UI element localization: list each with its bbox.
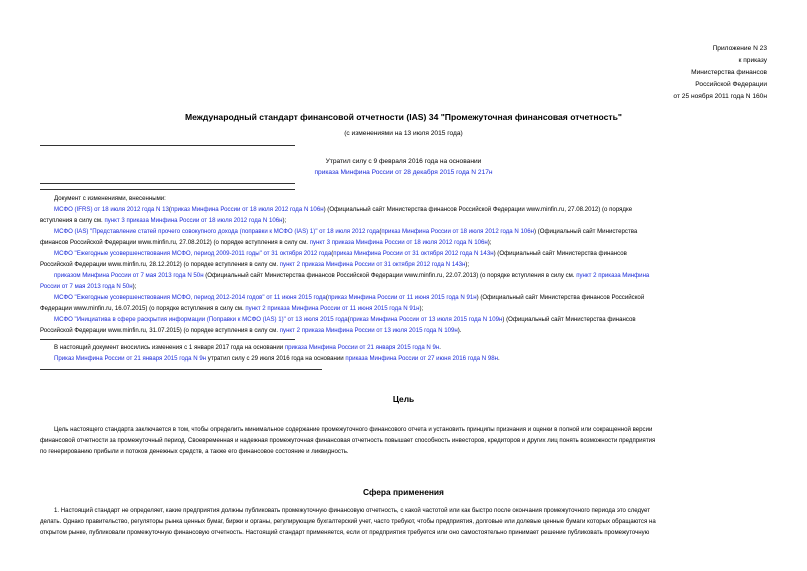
scope-line-1: 1. Настоящий стандарт не определяет, какие предприятия должны публиковать промежуточную финансовую отчетность, с какой частотой или как быстро после окончания промежуточного периода это следует (54, 507, 651, 514)
divider (40, 183, 295, 184)
note-2-link[interactable]: Приказ Минфина России от 21 января 2015 года N 9н (54, 355, 207, 362)
note-line-2: Приказ Минфина России от 21 января 2015 года N 9н утратил силу с 29 июля 2016 года на основании приказа Минфина России от 27 июня 2016 года N 98н. (54, 355, 500, 362)
change-2-effective-link[interactable]: пункт 3 приказа Минфина России от 18 июля 2012 года N 106н (309, 239, 488, 246)
change-2-order-link[interactable]: приказ Минфина России от 18 июля 2012 года N 106н (381, 228, 535, 235)
change-item-4-cont: России от 7 мая 2013 года N 50н); (40, 283, 137, 290)
change-item-5-cont: Федерации www.minfin.ru, 16.07.2015) (о порядке вступления в силу см. пункт 2 приказа Минфина России от 11 июня 2015 года N 91н); (40, 305, 424, 312)
change-1-effective-link[interactable]: пункт 3 приказа Минфина России от 18 июля 2012 года N 106н (104, 217, 283, 224)
change-item-1-cont: вступления в силу см. пункт 3 приказа Минфина России от 18 июля 2012 года N 106н); (40, 217, 287, 224)
appendix-line-5: от 25 ноября 2011 года N 160н (673, 93, 767, 100)
appendix-line-3: Министерства финансов (691, 69, 767, 76)
goal-heading: Цель (392, 394, 415, 404)
change-3-link[interactable]: МСФО "Ежегодные усовершенствования МСФО, период 2009-2011 годы" от 31 октября 2012 года (54, 250, 332, 257)
document-subtitle: (с изменениями на 13 июля 2015 года) (344, 130, 463, 137)
divider (40, 145, 295, 146)
note-1-link[interactable]: приказа Минфина России от 21 января 2015 года N 9н (284, 344, 440, 351)
change-item-2: МСФО (IAS) "Представление статей прочего совокупного дохода (поправки к МСФО (IAS) 1)" от 18 июля 2012 года(приказ Минфина России от 18 июля 2012 года N 106н) (Официальный сайт Министерства (54, 228, 638, 235)
scope-line-2: делать. Однако правительство, регуляторы рынка ценных бумаг, биржи и органы, регулирующие бухгалтерский учет, часто требуют, чтобы предприятия, долговые или долевые ценные бумаги которых обращаются на (40, 518, 656, 525)
expired-line: Утратил силу с 9 февраля 2016 года на основании (325, 158, 482, 165)
scope-line-3: открытом рынке, публиковали промежуточную финансовую отчетность. Настоящий стандарт применяется, если от предприятия требуется или оно самостоятельно принимает решение публиковать промежуточную (40, 529, 650, 536)
change-item-6-cont: Российской Федерации www.minfin.ru, 31.07.2015) (о порядке вступления в силу см. пункт 2 приказа Минфина России от 13 июля 2015 года N 109н). (40, 327, 462, 334)
change-5-link[interactable]: МСФО "Ежегодные усовершенствования МСФО, период 2012-2014 годов" от 11 июня 2015 года (54, 294, 326, 301)
appendix-line-4: Российской Федерации (695, 81, 767, 88)
change-4-effective-link[interactable]: пункт 2 приказа Минфина (576, 272, 650, 279)
change-item-4: приказом Минфина России от 7 мая 2013 года N 50н (Официальный сайт Министерства финансов Российской Федерации www.minfin.ru, 22.07.2013) (о порядке вступления в силу см. пункт 2 приказа Минфина (54, 272, 650, 279)
change-6-link[interactable]: МСФО "Инициатива в сфере раскрытия информации (Поправки к МСФО (IAS) 1)" от 13 июля 2015 года (54, 316, 348, 323)
appendix-line-2: к приказу (738, 57, 767, 64)
divider (40, 369, 322, 370)
change-item-3: МСФО "Ежегодные усовершенствования МСФО, период 2009-2011 годы" от 31 октября 2012 года(приказ Минфина России от 31 октября 2012 года N 143н) (Официальный сайт Министерства финансов (54, 250, 627, 257)
expired-link[interactable]: приказа Минфина России от 28 декабря 2015 года N 217н (314, 169, 493, 176)
note-2-basis-link[interactable]: приказа Минфина России от 27 июня 2016 года N 98н (345, 355, 498, 362)
divider (40, 339, 295, 340)
change-1-order-link[interactable]: приказ Минфина России от 18 июля 2012 года N 106н (170, 206, 324, 213)
change-2-link[interactable]: МСФО (IAS) "Представление статей прочего совокупного дохода (поправки к МСФО (IAS) 1)" от 18 июля 2012 года (54, 228, 380, 235)
change-6-order-link[interactable]: приказ Минфина России от 13 июля 2015 года N 109н (349, 316, 503, 323)
change-3-effective-link[interactable]: пункт 2 приказа Минфина России от 31 октября 2012 года N 143н (279, 261, 466, 268)
divider (40, 189, 295, 190)
scope-heading: Сфера применения (363, 487, 444, 497)
change-1-link[interactable]: МСФО (IFRS) от 18 июля 2012 года N 13 (54, 206, 169, 213)
goal-line-1: Цель настоящего стандарта заключается в том, чтобы определить минимальное содержание промежуточного финансового отчета и установить принципы признания и оценки в полной или сокращенной версии (54, 426, 653, 433)
change-4-link[interactable]: приказом Минфина России от 7 мая 2013 года N 50н (54, 272, 204, 279)
change-item-3-cont: Российской Федерации www.minfin.ru, 28.12.2012) (о порядке вступления в силу см. пункт 2 приказа Минфина России от 31 октября 2012 года N 143н); (40, 261, 470, 268)
changes-intro: Документ с изменениями, внесенными: (54, 195, 166, 202)
note-line-1: В настоящий документ вносились изменения с 1 января 2017 года на основании приказа Минфина России от 21 января 2015 года N 9н. (54, 344, 441, 351)
goal-line-2: финансовой отчетности за промежуточный период. Своевременная и надежная промежуточная финансовая отчетность повышает способность инвесторов, кредиторов и других лиц понять возможности предприятия (40, 437, 656, 444)
change-item-6: МСФО "Инициатива в сфере раскрытия информации (Поправки к МСФО (IAS) 1)" от 13 июля 2015 года(приказ Минфина России от 13 июля 2015 года N 109н) (Официальный сайт Министерства финансов (54, 316, 636, 323)
change-4-effective-link-cont[interactable]: России от 7 мая 2013 года N 50н (40, 283, 133, 290)
change-6-effective-link[interactable]: пункт 2 приказа Минфина России от 13 июля 2015 года N 109н (279, 327, 458, 334)
change-item-5: МСФО "Ежегодные усовершенствования МСФО, период 2012-2014 годов" от 11 июня 2015 года(приказ Минфина России от 11 июня 2015 года N 91н) (Официальный сайт Министерства финансов Российской (54, 294, 645, 301)
change-3-order-link[interactable]: приказ Минфина России от 31 октября 2012 года N 143н (333, 250, 494, 257)
change-item-2-cont: финансов Российской Федерации www.minfin.ru, 27.08.2012) (о порядке вступления в силу см. пункт 3 приказа Минфина России от 18 июля 2012 года N 106н); (40, 239, 492, 246)
change-5-effective-link[interactable]: пункт 2 приказа Минфина России от 11 июня 2015 года N 91н (245, 305, 420, 312)
change-item-1: МСФО (IFRS) от 18 июля 2012 года N 13(приказ Минфина России от 18 июля 2012 года N 106н) (Официальный сайт Министерства финансов Российской Федерации www.minfin.ru, 27.08.2012) (о порядке (54, 206, 633, 213)
change-5-order-link[interactable]: приказ Минфина России от 11 июня 2015 года N 91н (327, 294, 477, 301)
document-title: Международный стандарт финансовой отчетности (IAS) 34 "Промежуточная финансовая отчетность" (184, 112, 622, 122)
goal-line-3: по генерированию прибыли и потоков денежных средств, а также его финансовое состояние и ликвидность. (40, 448, 349, 455)
appendix-line-1: Приложение N 23 (712, 45, 767, 52)
